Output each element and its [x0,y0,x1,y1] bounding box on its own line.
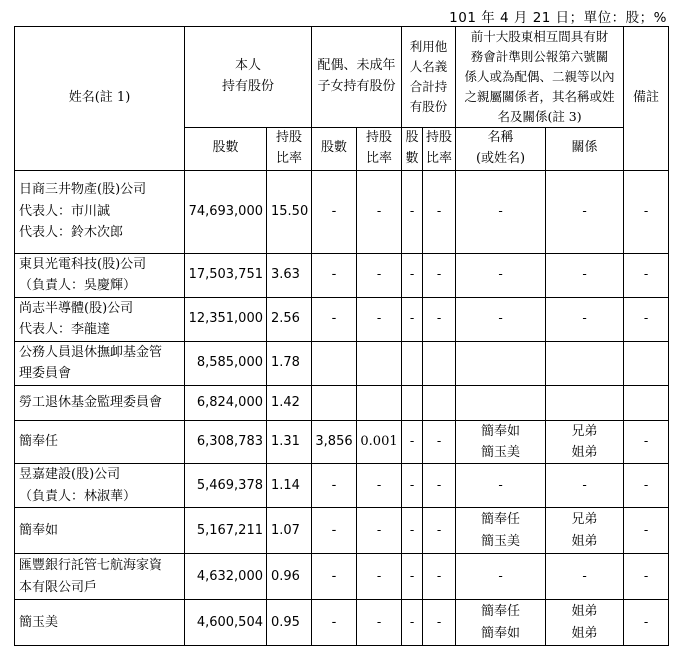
remark-cell [624,385,669,420]
nominee-shares-cell: - [402,554,423,600]
remark-cell: - [624,170,669,253]
header-nominee-shares: 股數 [402,128,423,171]
spouse-shares-cell: - [312,464,357,508]
nominee-shares-cell: - [402,508,423,554]
spouse-shares-cell: 3,856 [312,420,357,464]
header-nominee-holding: 利用他 人名義 合計持 有股份 [402,27,456,128]
nominee-ratio-cell: - [423,508,456,554]
table-row [15,253,669,297]
remark-cell: - [624,464,669,508]
holder-name: 東貝光電科技(股)公司 （負責人：吳慶輝） [15,253,185,297]
spouse-ratio-cell [357,341,402,385]
relation-cell [546,385,624,420]
spouse-ratio-cell: - [357,554,402,600]
relation-cell: - [546,170,624,253]
table-row [15,554,669,600]
nominee-shares-cell: - [402,464,423,508]
nominee-shares-cell: - [402,253,423,297]
relation-cell: 兄弟 姐弟 [546,508,624,554]
table-row [15,297,669,341]
shares-cell: 8,585,000 [185,341,267,385]
header-nominee-ratio: 持股 比率 [423,128,456,171]
spouse-shares-cell: - [312,554,357,600]
table-row [15,600,669,646]
spouse-ratio-cell: - [357,253,402,297]
nominee-shares-cell: - [402,600,423,646]
header-remark: 備註 [624,27,669,171]
shares-cell: 17,503,751 [185,253,267,297]
nominee-ratio-cell: - [423,297,456,341]
shareholder-table [14,26,669,646]
holder-name: 昱嘉建設(股)公司 （負責人：林淑華） [15,464,185,508]
ratio-cell: 15.50 [267,170,312,253]
holder-name: 簡玉美 [15,600,185,646]
nominee-ratio-cell: - [423,554,456,600]
table-row [15,420,669,464]
header-relation: 關係 [546,128,624,171]
header-name: 姓名(註 1) [15,27,185,171]
remark-cell: - [624,508,669,554]
nominee-ratio-cell: - [423,420,456,464]
spouse-ratio-cell: - [357,464,402,508]
shares-cell: 74,693,000 [185,170,267,253]
ratio-cell: 1.31 [267,420,312,464]
related-name-cell: 簡奉任 簡奉如 [456,600,546,646]
header-spouse-shares: 股數 [312,128,357,171]
remark-cell [624,341,669,385]
spouse-ratio-cell: 0.001 [357,420,402,464]
relation-cell: - [546,253,624,297]
header-related-parties: 前十大股東相互間具有財 務會計準則公報第六號關 係人或為配偶、二親等以內 之親屬關係者，其名稱或姓 名及關係(註 3) [456,27,624,128]
holder-name: 簡奉如 [15,508,185,554]
nominee-shares-cell: - [402,420,423,464]
spouse-ratio-cell: - [357,600,402,646]
table-row [15,385,669,420]
spouse-shares-cell: - [312,170,357,253]
header-self-holding: 本人 持有股份 [185,27,312,128]
nominee-ratio-cell: - [423,600,456,646]
spouse-shares-cell: - [312,600,357,646]
date-unit-line: 101 年 4 月 21 日；單位：股；% [449,10,667,26]
shares-cell: 4,632,000 [185,554,267,600]
nominee-shares-cell: - [402,170,423,253]
shares-cell: 6,824,000 [185,385,267,420]
spouse-shares-cell [312,341,357,385]
remark-cell: - [624,554,669,600]
relation-cell: 兄弟 姐弟 [546,420,624,464]
remark-cell: - [624,253,669,297]
ratio-cell: 0.95 [267,600,312,646]
ratio-cell: 3.63 [267,253,312,297]
shares-cell: 6,308,783 [185,420,267,464]
shares-cell: 12,351,000 [185,297,267,341]
ratio-cell: 1.78 [267,341,312,385]
nominee-shares-cell [402,385,423,420]
spouse-ratio-cell [357,385,402,420]
shares-cell: 5,167,211 [185,508,267,554]
header-ratio: 持股 比率 [267,128,312,171]
table-row [15,341,669,385]
related-name-cell: - [456,554,546,600]
related-name-cell: - [456,170,546,253]
nominee-shares-cell: - [402,297,423,341]
table-row [15,170,669,253]
relation-cell [546,341,624,385]
related-name-cell: - [456,253,546,297]
related-name-cell: 簡奉如 簡玉美 [456,420,546,464]
ratio-cell: 2.56 [267,297,312,341]
spouse-shares-cell: - [312,508,357,554]
remark-cell: - [624,600,669,646]
related-name-cell: - [456,464,546,508]
spouse-shares-cell: - [312,253,357,297]
table-row [15,464,669,508]
header-spouse-holding: 配偶、未成年 子女持有股份 [312,27,402,128]
nominee-ratio-cell [423,341,456,385]
header-related-name: 名稱 (或姓名) [456,128,546,171]
nominee-shares-cell [402,341,423,385]
related-name-cell: - [456,297,546,341]
related-name-cell [456,341,546,385]
relation-cell: - [546,297,624,341]
spouse-shares-cell [312,385,357,420]
remark-cell: - [624,297,669,341]
spouse-ratio-cell: - [357,297,402,341]
holder-name: 尚志半導體(股)公司 代表人：李龍達 [15,297,185,341]
nominee-ratio-cell: - [423,170,456,253]
relation-cell: - [546,554,624,600]
nominee-ratio-cell [423,385,456,420]
holder-name: 匯豐銀行託管七航海家資 本有限公司戶 [15,554,185,600]
spouse-shares-cell: - [312,297,357,341]
holder-name: 日商三井物產(股)公司 代表人：市川誠 代表人：鈴木次郎 [15,170,185,253]
holder-name: 公務人員退休撫卹基金管 理委員會 [15,341,185,385]
ratio-cell: 1.14 [267,464,312,508]
table-row [15,508,669,554]
nominee-ratio-cell: - [423,464,456,508]
holder-name: 簡奉任 [15,420,185,464]
ratio-cell: 0.96 [267,554,312,600]
remark-cell: - [624,420,669,464]
holder-name: 勞工退休基金監理委員會 [15,385,185,420]
header-spouse-ratio: 持股 比率 [357,128,402,171]
ratio-cell: 1.42 [267,385,312,420]
related-name-cell [456,385,546,420]
spouse-ratio-cell: - [357,170,402,253]
shares-cell: 4,600,504 [185,600,267,646]
relation-cell: - [546,464,624,508]
header-shares: 股數 [185,128,267,171]
relation-cell: 姐弟 姐弟 [546,600,624,646]
spouse-ratio-cell: - [357,508,402,554]
shares-cell: 5,469,378 [185,464,267,508]
ratio-cell: 1.07 [267,508,312,554]
related-name-cell: 簡奉任 簡玉美 [456,508,546,554]
nominee-ratio-cell: - [423,253,456,297]
